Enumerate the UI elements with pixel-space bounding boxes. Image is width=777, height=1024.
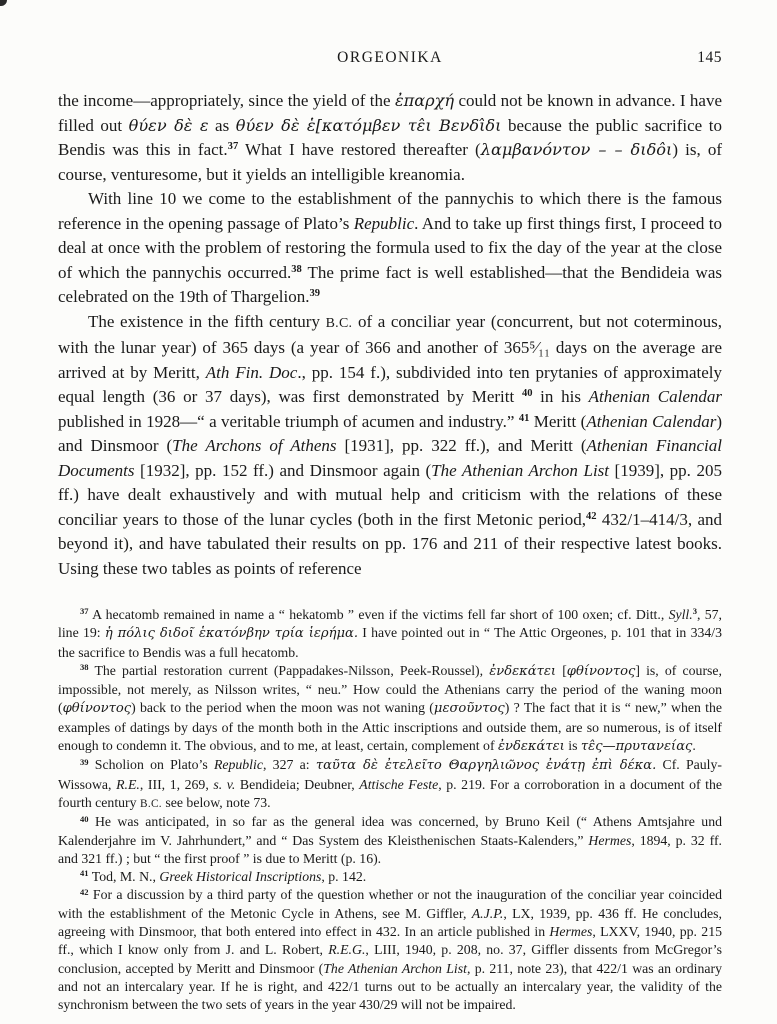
text-run: in his: [532, 387, 589, 406]
text-run: , 57, line 19:: [58, 607, 722, 641]
text-run: Athenian Calendar: [588, 387, 722, 406]
text-run: ) back to the period when the moon was not waning (: [131, 700, 434, 716]
text-run: s. v.: [213, 776, 236, 792]
article-body: [58, 89, 722, 581]
text-run: Scholion on Plato’s: [88, 757, 214, 773]
text-run: published in 1928—“ a veritable triumph of acumen and industry.”: [58, 411, 519, 431]
scan-corner-artifact: [0, 0, 7, 6]
footnotes-section: [58, 606, 722, 1015]
text-run: ., pp. 154 f.), subdivided into ten prytanies of approximately equal length (36 or 37 days), was first demonstrated by Meritt: [58, 362, 722, 406]
text-run: could not be known in advance. I have filled out: [58, 91, 722, 135]
greek-text: ταῦτα δὲ ἐτελεῖτο Θαργηλιῶνος ἐνάτῃ ἐπὶ δέκα.: [315, 758, 657, 774]
text-run: Meritt (: [529, 411, 587, 431]
text-run: of a conciliar year (concurrent, but not coterminous, with the lunar year) of 365 days (a year of 366 and another of 365⁵⁄₁₁ days on the average are arrived at by Meritt,: [58, 311, 722, 382]
text-run: Republic: [213, 757, 263, 773]
text-run: ) is, of course, venturesome, but it yields an intelligible kreanomia.: [58, 140, 722, 184]
greek-text: φθίνοντος: [62, 701, 132, 717]
greek-text: μεσοῦντος: [433, 701, 505, 717]
footnote-38: [58, 662, 722, 756]
text-run: is: [564, 738, 581, 754]
footnote-ref: 41: [518, 412, 530, 424]
body-paragraph: [58, 310, 722, 582]
text-run: Syll.: [668, 607, 693, 622]
greek-text: λαμβανόντον – – διδο̂ι: [480, 140, 673, 159]
text-run: , LX, 1939, pp. 436 ff. He concludes, agreeing with Dinsmoor, that both entered into effect in 432. In an article published in: [58, 905, 722, 940]
text-run: Cf. Pauly-Wissowa,: [58, 757, 723, 792]
text-run: , p. 219. For a corroboration in a document of the fourth century: [58, 776, 723, 810]
text-run: , p. 211, note 23), that 422/1 was an ordinary and not an intercalary year. If he is right, and 422/1 turns out to be actually an intercalary year, the validity of the synchronism between the two sets of years in the year 430/29 will not be impaired.: [58, 960, 723, 1013]
text-run: I have pointed out in “ The Attic Orgeones, p. 101 that in 334/3 the sacrifice to Bendis was a full hecatomb.: [58, 625, 722, 660]
text-run: [1932], pp. 152 ff.) and Dinsmoor again (: [134, 460, 432, 480]
text-run: Tod, M. N.,: [88, 869, 160, 885]
footnote-number: 42: [80, 886, 89, 897]
footnote-number: 38: [80, 662, 89, 673]
text-run: For a discussion by a third party of the question whether or not the inauguration of the conciliar year coincided with the establishment of the Metonic Cycle in Athens, see M. Giffler,: [58, 887, 722, 921]
greek-text: ἐπαρχή: [394, 91, 455, 110]
text-run: B.C.: [325, 315, 353, 331]
text-run: the income—appropriately, since the yield of the: [58, 91, 395, 110]
text-run: Ath Fin. Doc: [205, 362, 298, 382]
greek-text: θύεν δὲ ἑ[κατόμβεν τε̂ι Βενδι̂δι: [235, 115, 502, 135]
footnote-ref: 42: [586, 510, 597, 522]
text-run: , 327 a:: [262, 757, 316, 773]
text-run: The existence in the fifth century: [88, 311, 326, 331]
body-paragraph: [58, 187, 722, 310]
text-run: B.C.: [140, 797, 162, 810]
footnote-42: [58, 886, 722, 1014]
text-run: [: [556, 662, 567, 678]
text-run: Bendideia; Deubner,: [235, 776, 360, 792]
text-run: A hecatomb remained in name a “ hekatomb ” even if the victims fell far short of 100 oxen; cf. Ditt.,: [88, 607, 669, 622]
greek-text: θύεν δὲ ε: [128, 115, 209, 135]
greek-text: ἐνδεκάτει: [498, 739, 565, 755]
text-run: [1931], pp. 322 ff.), and Meritt (: [336, 436, 587, 455]
footnote-37: [58, 606, 722, 662]
text-run: ) and Dinsmoor (: [58, 411, 723, 455]
page-header: [58, 48, 722, 68]
text-run: because the public sacrifice to Bendis was this in fact.: [58, 115, 722, 159]
footnote-number: 40: [80, 813, 89, 824]
page-number: 145: [697, 49, 722, 66]
text-run: , LIII, 1940, p. 208, no. 37, Giffler dissents from McGregor’s conclusion, accepted by Meritt and Dinsmoor (: [58, 942, 722, 976]
text-run: Athenian Financial Documents: [58, 436, 722, 480]
footnote-number: 41: [80, 868, 89, 879]
text-run: , LXXV, 1940, pp. 215 ff., which I know only from J. and L. Robert,: [58, 924, 722, 958]
greek-text: φθίνοντος: [566, 663, 636, 679]
text-run: as: [208, 115, 236, 135]
text-run: , 1894, p. 32 ff. and 321 ff.) ; but “ the first proof ” is due to Meritt (p. 16).: [58, 832, 722, 866]
footnote-41: [58, 868, 722, 886]
footnote-ref: 38: [291, 263, 302, 275]
text-run: The Athenian Archon List: [323, 960, 467, 976]
text-run: Attische Feste: [359, 776, 439, 792]
text-run: ] is, of course, impossible, not merely, as Nilsson writes, “ neu.” How could the Athenians carry the period of the waning moon (: [58, 662, 722, 716]
text-run: A.J.P.: [471, 905, 504, 921]
text-run: [1939], pp. 205 ff.) have dealt exhaustively and with mutual help and criticism with the relations of these conciliar years to those of the lunar cycles (both in the first Metonic period,: [58, 460, 722, 529]
footnote-number: 37: [80, 606, 89, 617]
greek-text: τε̂ς—πρυτανείας: [580, 739, 693, 755]
footnote-ref: 3: [692, 606, 697, 617]
body-paragraph: [58, 89, 722, 187]
text-run: Hermes: [588, 832, 632, 848]
text-run: R.E.: [116, 776, 140, 792]
running-title: ORGEONIKA: [337, 49, 443, 66]
text-run: . And to take up first things first, I proceed to deal at once with the problem of restoring the formula used to fix the day of the year at the close of which the pannychis occurred.: [58, 213, 722, 282]
text-run: , III, 1, 269,: [139, 776, 214, 792]
text-run: The partial restoration current (Pappadakes-Nilsson, Peek-Roussel),: [88, 662, 490, 678]
text-run: 432/1–414/3, and beyond it), and have tabulated their results on pp. 176 and 211 of their respective latest books. Using these two tables as points of reference: [58, 509, 723, 578]
text-run: Athenian Calendar: [586, 411, 717, 431]
text-run: Greek Historical Inscriptions: [159, 869, 322, 885]
text-run: Republic: [353, 213, 415, 233]
footnote-ref: 39: [309, 288, 320, 300]
text-run: Hermes: [549, 924, 593, 940]
text-run: The Athenian Archon List: [431, 460, 609, 480]
greek-text: ἐνδεκάτει: [489, 663, 557, 679]
text-run: He was anticipated, in so far as the general idea was concerned, by Bruno Keil (“ Athens Amtsjahre und Kalenderjahre im V. Jahrhundert,” and “ Das System des Kleisthenischen Staats-Kalenders,”: [58, 814, 722, 848]
footnote-ref: 37: [227, 141, 239, 153]
text-run: The Archons of Athens: [172, 436, 337, 455]
footnote-40: [58, 813, 722, 868]
text-run: .: [692, 738, 696, 754]
footnote-39: [58, 756, 722, 813]
greek-text: ἡ πόλις διδοῖ ἑκατόνβην τρία ἱερήμα.: [104, 626, 359, 642]
footnote-ref: 40: [521, 388, 533, 400]
text-run: see below, note 73.: [161, 794, 271, 810]
text-run: What I have restored thereafter (: [238, 140, 481, 159]
text-run: With line 10 we come to the establishment of the pannychis to which there is the famous reference in the opening passage of Plato’s: [58, 189, 722, 233]
text-run: The prime fact is well established—that the Bendideia was celebrated on the 19th of Thargelion.: [58, 262, 722, 306]
footnote-number: 39: [80, 756, 89, 767]
text-run: , p. 142.: [321, 869, 367, 885]
text-run: ) ? The fact that it is “ new,” when the examples of datings by days of the month both in the Attic inscriptions and outside them, are so numerous, is of itself enough to condemn it. The obvious, and to me, at least, certain, complement of: [58, 700, 722, 754]
text-run: R.E.G.: [328, 942, 366, 958]
